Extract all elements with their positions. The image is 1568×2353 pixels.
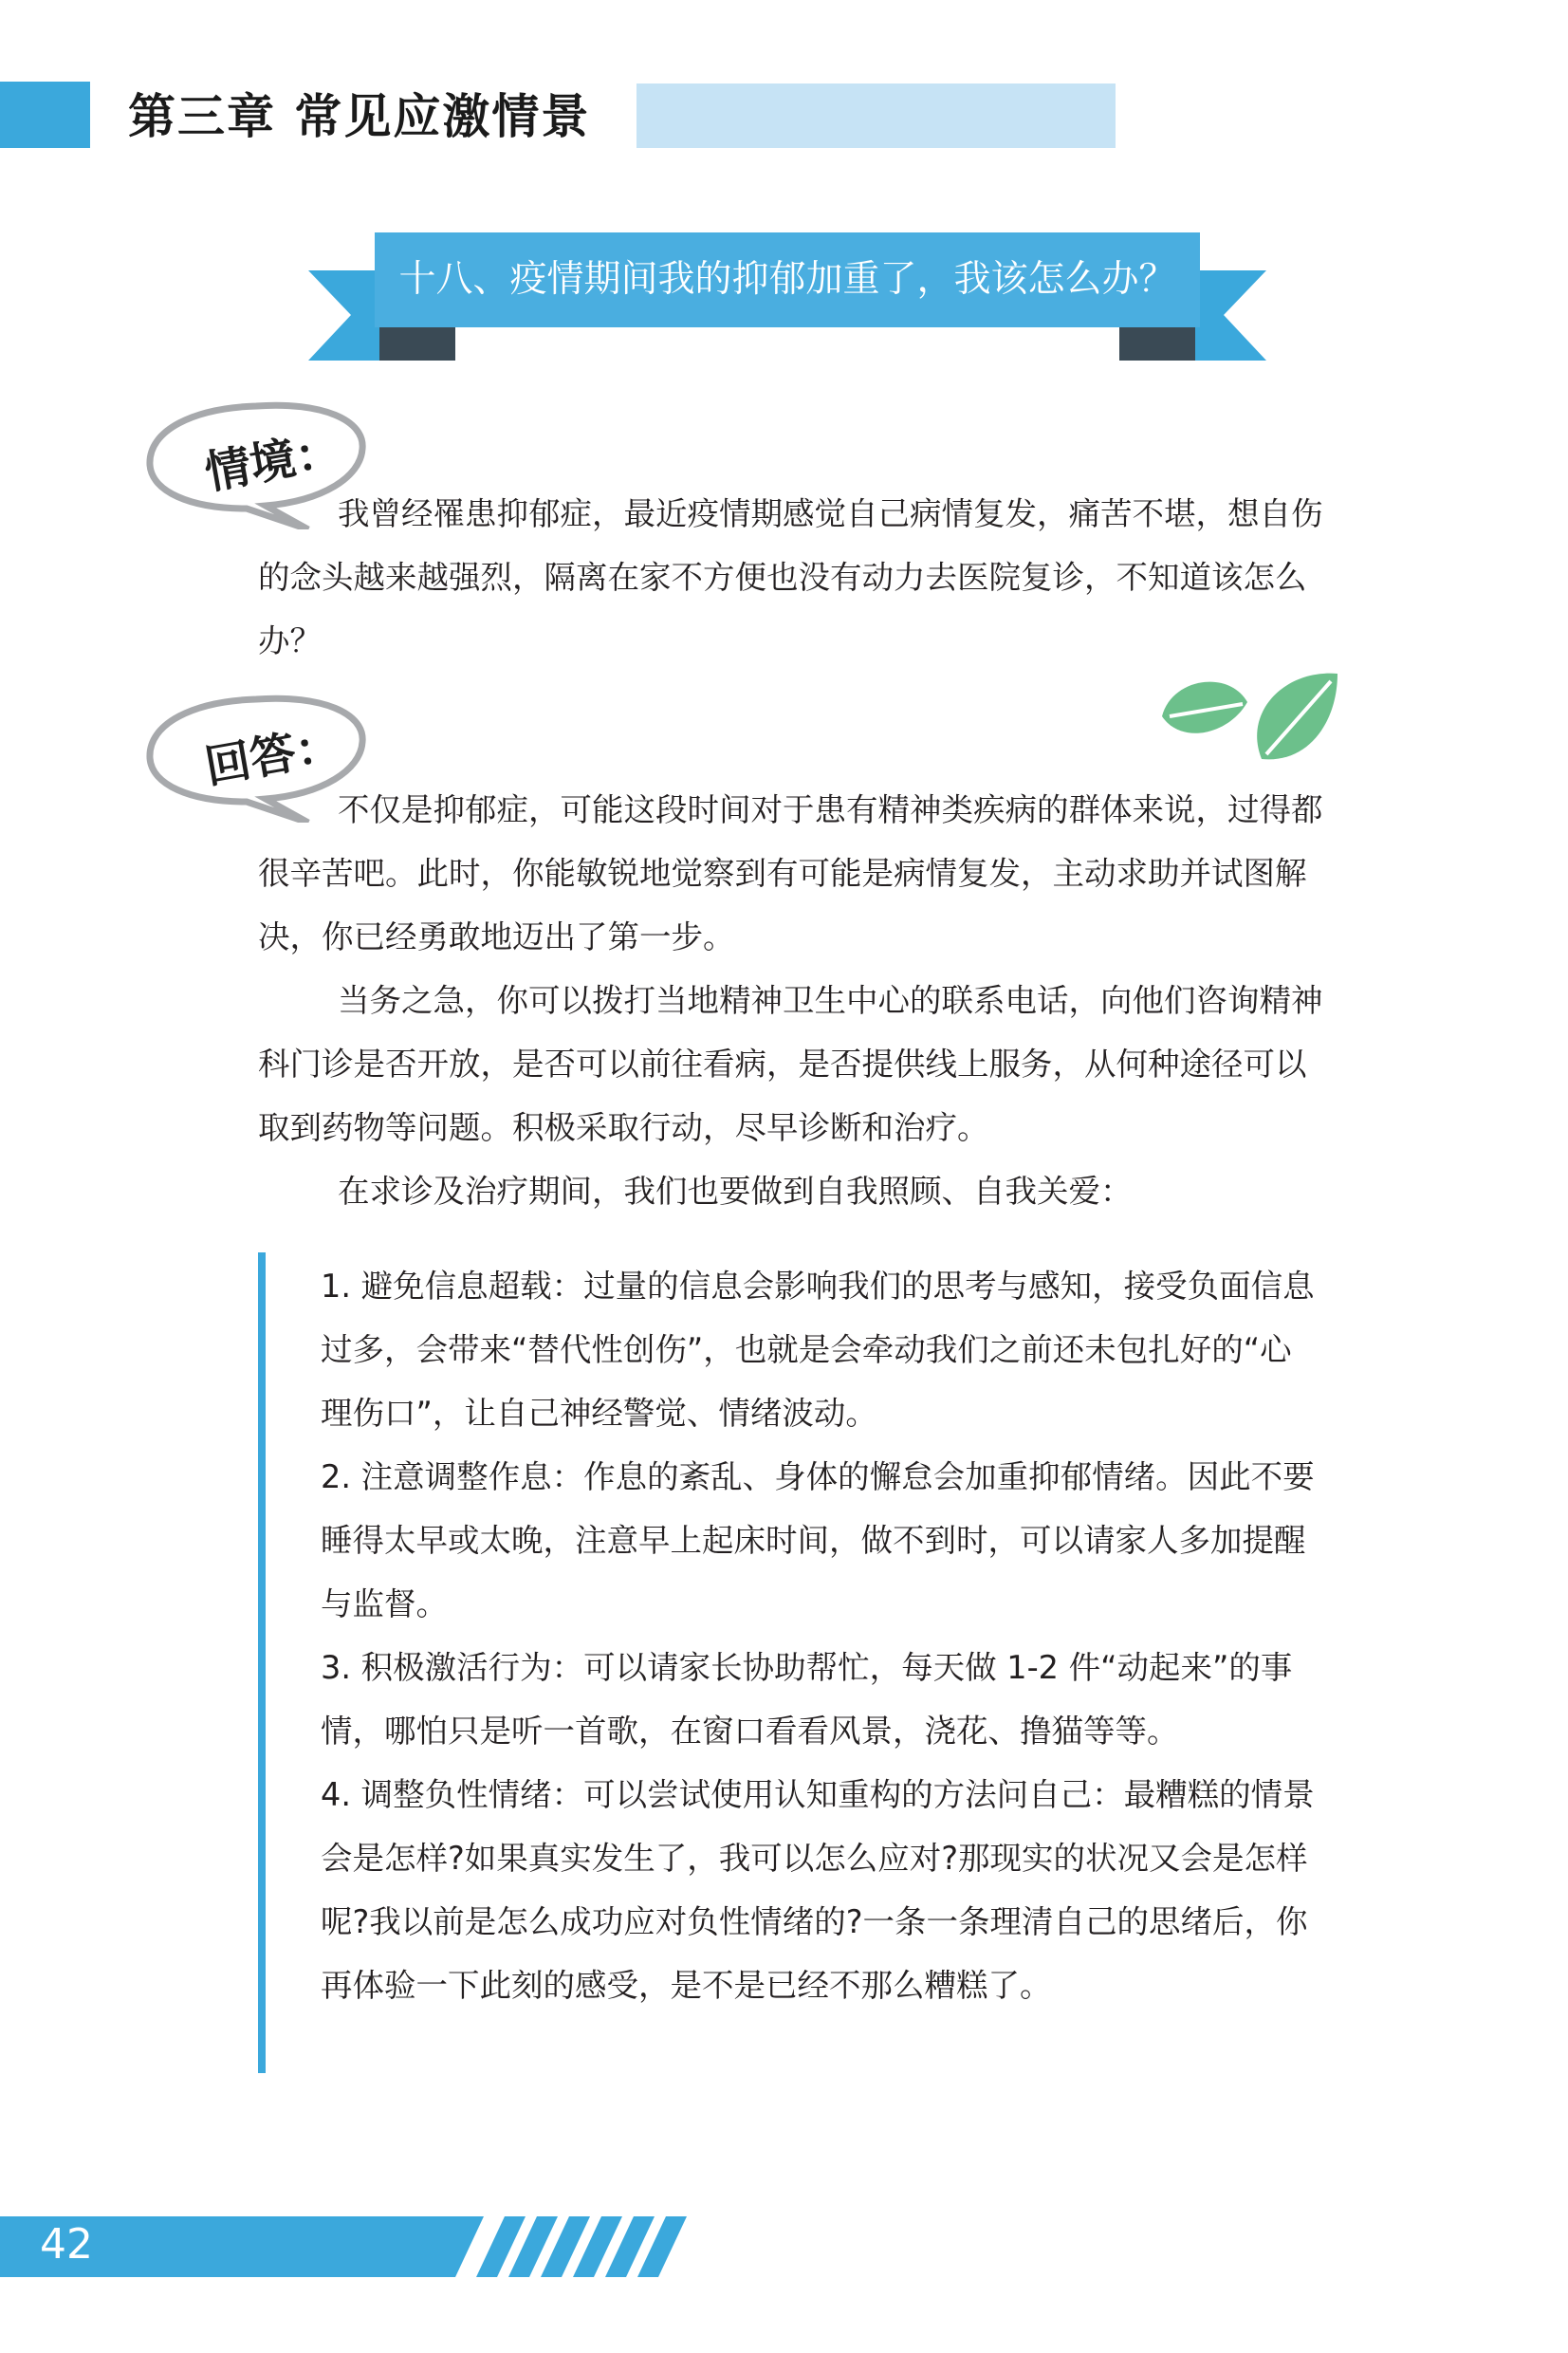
ribbon-left-fold — [379, 323, 455, 361]
page-number: 42 — [40, 2220, 93, 2269]
chapter-title: 第三章 常见应激情景 — [128, 89, 591, 144]
list-item: 2. 注意调整作息：作息的紊乱、身体的懈怠会加重抑郁情绪。因此不要睡得太早或太晚，注意早上起床时间，做不到时，可以请家人多加提醒与监督。 — [321, 1458, 1315, 1622]
ribbon-left-tail — [308, 270, 379, 361]
list-item: 1. 避免信息超载：过量的信息会影响我们的思考与感知，接受负面信息过多，会带来“替代性创伤”，也就是会牵动我们之前还未包扎好的“心理伤口”，让自己神经警觉、情绪波动。 — [321, 1268, 1315, 1432]
situation-text: 我曾经罹患抑郁症，最近疫情期感觉自己病情复发，痛苦不堪，想自伤的念头越来越强烈，隔离在家不方便也没有动力去医院复诊，不知道该怎么办？ — [258, 495, 1323, 659]
list-item: 4. 调整负性情绪：可以尝试使用认知重构的方法问自己：最糟糕的情景会是怎样?如果真实发生了，我可以怎么应对?那现实的状况又会是怎样呢?我以前是怎么成功应对负性情绪的?一条一条理清自己的思绪后，你再体验一下此刻的感受，是不是已经不那么糟糕了。 — [321, 1776, 1315, 2004]
leaf-icon — [1153, 664, 1342, 769]
list-accent-bar — [258, 1252, 266, 2073]
list-item: 3. 积极激活行为：可以请家长协助帮忙，每天做 1-2 件“动起来”的事情，哪怕只是听一首歌，在窗口看看风景，浇花、撸猫等等。 — [321, 1649, 1293, 1750]
answer-paragraph: 当务之急，你可以拨打当地精神卫生中心的联系电话，向他们咨询精神科门诊是否开放，是否可以前往看病，是否提供线上服务，从何种途径可以取到药物等问题。积极采取行动，尽早诊断和治疗。 — [258, 982, 1323, 1146]
ribbon-right-tail — [1195, 270, 1266, 361]
header-accent-block — [0, 82, 90, 148]
situation-label: 情境： — [201, 423, 345, 501]
answer-label: 回答： — [201, 717, 345, 795]
answer-paragraph: 不仅是抑郁症，可能这段时间对于患有精神类疾病的群体来说，过得都很辛苦吧。此时，你能敏锐地觉察到有可能是病情复发，主动求助并试图解决，你已经勇敢地迈出了第一步。 — [258, 791, 1323, 955]
section-title: 十八、疫情期间我的抑郁加重了，我该怎么办？ — [398, 258, 1176, 301]
header-title-bar — [636, 83, 1116, 148]
ribbon-right-fold — [1119, 323, 1195, 361]
answer-paragraph: 在求诊及治疗期间，我们也要做到自我照顾、自我关爱： — [338, 1173, 1133, 1210]
footer-bar — [0, 2214, 721, 2280]
